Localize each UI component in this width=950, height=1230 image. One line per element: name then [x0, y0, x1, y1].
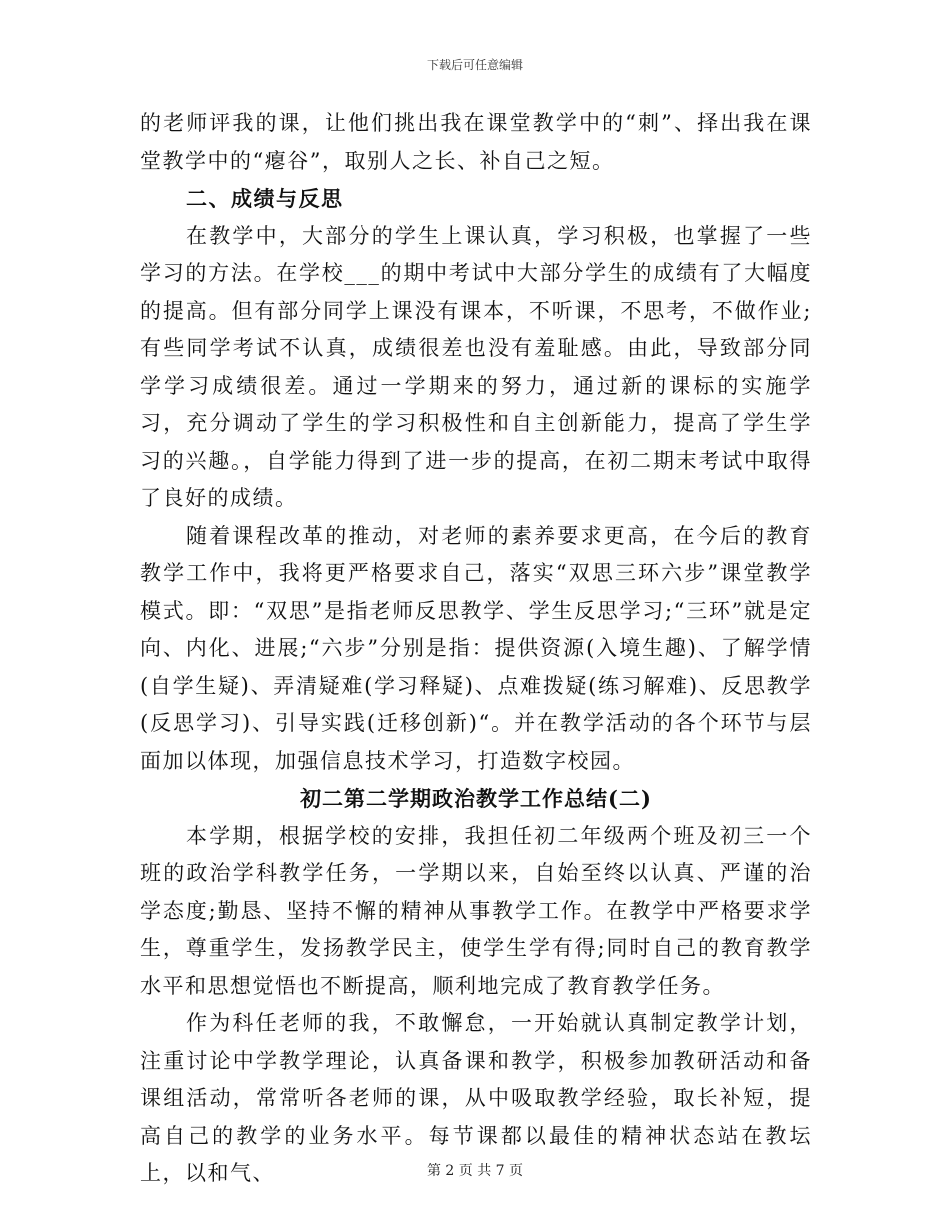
- document-title-part-two: 初二第二学期政治教学工作总结(二): [300, 786, 652, 811]
- header-note: 下载后可任意编辑: [426, 58, 523, 72]
- paragraph-reform: 随着课程改革的推动，对老师的素养要求更高，在今后的教育教学工作中，我将更严格要求自己，落实“双思三环六步”课堂教学模式。即：“双思”是指老师反思教学、学生反思学习;“三环”就是定向、内化、进展;“六步”分别是指：提供资源(入境生趣)、了解学情(自学生疑)、弄清疑难(学习释疑)、点难拨疑(练习解难)、反思教学(反思学习)、引导实践(迁移创新)“。并在教学活动的各个环节与层面加以体现，加强信息技术学习，打造数字校园。: [140, 523, 812, 773]
- paragraph-teacher-plan: 作为科任老师的我，不敢懈怠，一开始就认真制定教学计划，注重讨论中学教学理论，认真备课和教学，积极参加教研活动和备课组活动，常常听各老师的课，从中吸取教学经验，取长补短，提高自己的教学的业务水平。每节课都以最佳的精神状态站在教坛上，以和气、: [140, 1011, 812, 1185]
- paragraph-results: 在教学中，大部分的学生上课认真，学习积极，也掌握了一些学习的方法。在学校___的期中考试中大部分学生的成绩有了大幅度的提高。但有部分同学上课没有课本，不听课，不思考，不做作业;有些同学考试不认真，成绩很差也没有羞耻感。由此，导致部分同学学习成绩很差。通过一学期来的努力，通过新的课标的实施学习，充分调动了学生的学习积极性和自主创新能力，提高了学生学习的兴趣。，自学能力得到了进一步的提高，在初二期末考试中取得了良好的成绩。: [140, 223, 812, 510]
- paragraph-intro-continuation: 的老师评我的课，让他们挑出我在课堂教学中的“刺”、择出我在课堂教学中的“瘪谷”，取别人之长、补自己之短。: [140, 111, 812, 173]
- paragraph-semester-overview: 本学期，根据学校的安排，我担任初二年级两个班及初三一个班的政治学科教学任务，一学期以来，自始至终以认真、严谨的治学态度;勤恳、坚持不懈的精神从事教学工作。在教学中严格要求学生，尊重学生，发扬教学民主，使学生学有得;同时自己的教育教学水平和思想觉悟也不断提高，顺利地完成了教育教学任务。: [140, 823, 812, 998]
- section-heading-results-reflection: 二、成绩与反思: [186, 186, 344, 211]
- document-body: [140, 105, 812, 1193]
- page-number-footer: 第 2 页 共 7 页: [426, 1163, 524, 1179]
